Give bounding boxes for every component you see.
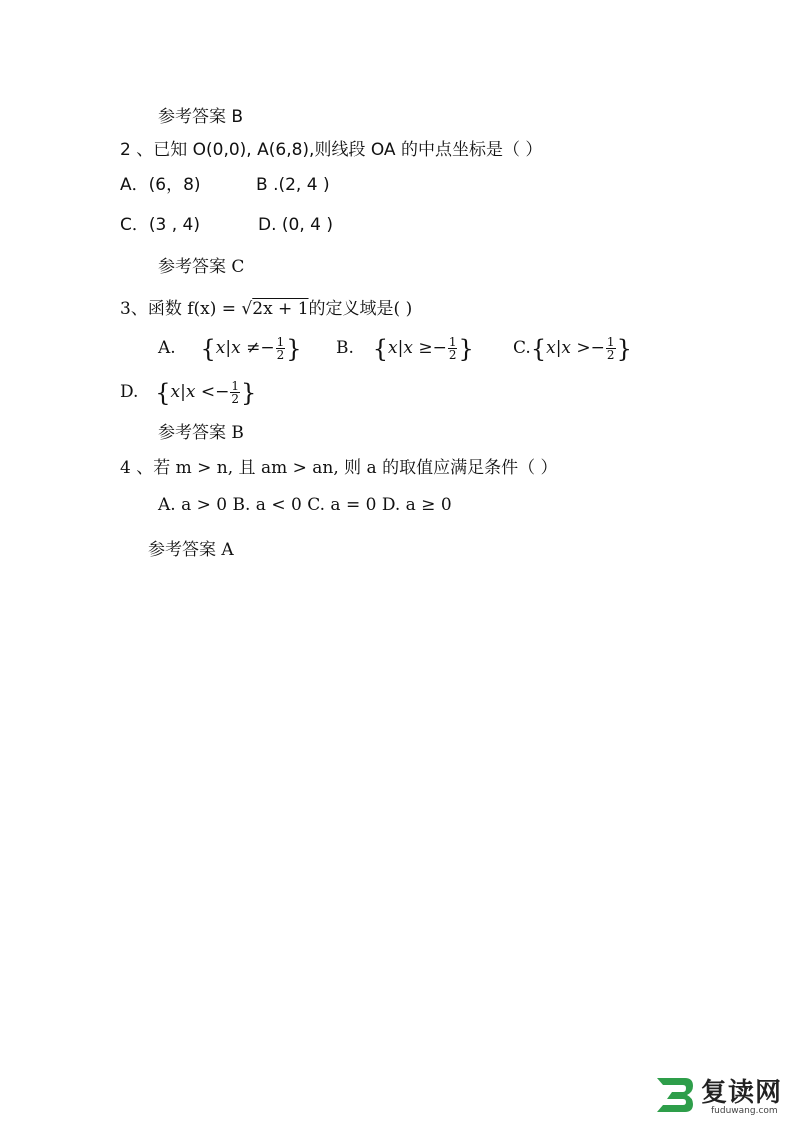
left-brace: { (155, 379, 171, 407)
left-brace: { (372, 335, 388, 363)
var-x: x (215, 338, 226, 358)
set-bar: | (397, 338, 404, 358)
set-bar: | (180, 382, 186, 402)
fraction-one-half: $\frac{1}{2}$ (231, 379, 239, 406)
logo-title: 复读网 (701, 1078, 783, 1108)
answer-q1: 参考答案 B (158, 107, 244, 127)
var-x: x (170, 382, 181, 402)
right-brace: } (286, 335, 302, 363)
question-3-option-d (120, 380, 256, 405)
left-brace: { (530, 335, 547, 363)
question-4-stem: 4 、若 m > n, 且 am > an, 则 a 的取值应满足条件（ ） (120, 458, 558, 478)
relation: >− (576, 338, 605, 358)
site-logo (655, 1072, 793, 1118)
var-x: x (403, 338, 413, 358)
question-3-option-c (513, 336, 632, 361)
set-bar: | (225, 338, 232, 358)
option-a-label: A. (158, 338, 176, 358)
relation: <− (200, 382, 230, 402)
logo-subtitle: fuduwang.com (711, 1106, 778, 1116)
relation: ≠− (246, 338, 275, 358)
var-x: x (185, 382, 196, 402)
fudu-logo-icon (655, 1076, 695, 1114)
relation: ≥− (418, 338, 447, 358)
fraction-one-half: $\frac{1}{2}$ (276, 335, 285, 362)
question-2-option-b: B .(2, 4 ) (256, 175, 330, 195)
left-brace: { (200, 335, 216, 363)
question-2-option-c: C．(3 , 4) (120, 215, 200, 235)
set-bar: | (555, 338, 562, 358)
fraction-one-half: $\frac{1}{2}$ (606, 335, 615, 362)
right-brace: } (616, 335, 632, 363)
option-c-label: C. (513, 338, 531, 358)
question-2-option-d: D. (0, 4 ) (258, 215, 334, 235)
var-x: x (546, 338, 556, 358)
right-brace: } (241, 379, 257, 407)
question-4-options: A. a > 0 B. a < 0 C. a = 0 D. a ≥ 0 (158, 495, 452, 515)
question-3-option-b (336, 336, 474, 361)
question-2-option-a: A．(6，8) (120, 175, 201, 195)
answer-q2: 参考答案 C (158, 257, 245, 277)
question-2-stem: 2 、已知 O(0,0), A(6,8),则线段 OA 的中点坐标是（ ） (120, 140, 543, 160)
var-x: x (388, 338, 398, 358)
question-3-stem (120, 298, 412, 320)
option-b-label: B. (336, 338, 354, 358)
question-3-radicand: 2x + 1 (252, 299, 309, 319)
question-3-option-a (158, 336, 302, 361)
var-x: x (231, 338, 241, 358)
answer-q4: 参考答案 A (148, 540, 234, 560)
option-d-label: D. (120, 382, 139, 402)
right-brace: } (458, 335, 474, 363)
var-x: x (561, 338, 572, 358)
question-3-stem-suffix: 的定义域是( ) (308, 299, 413, 319)
fraction-one-half: $\frac{1}{2}$ (448, 335, 457, 362)
question-3-stem-prefix: 3、函数 f(x) = √ (120, 299, 253, 319)
answer-q3: 参考答案 B (158, 423, 244, 443)
